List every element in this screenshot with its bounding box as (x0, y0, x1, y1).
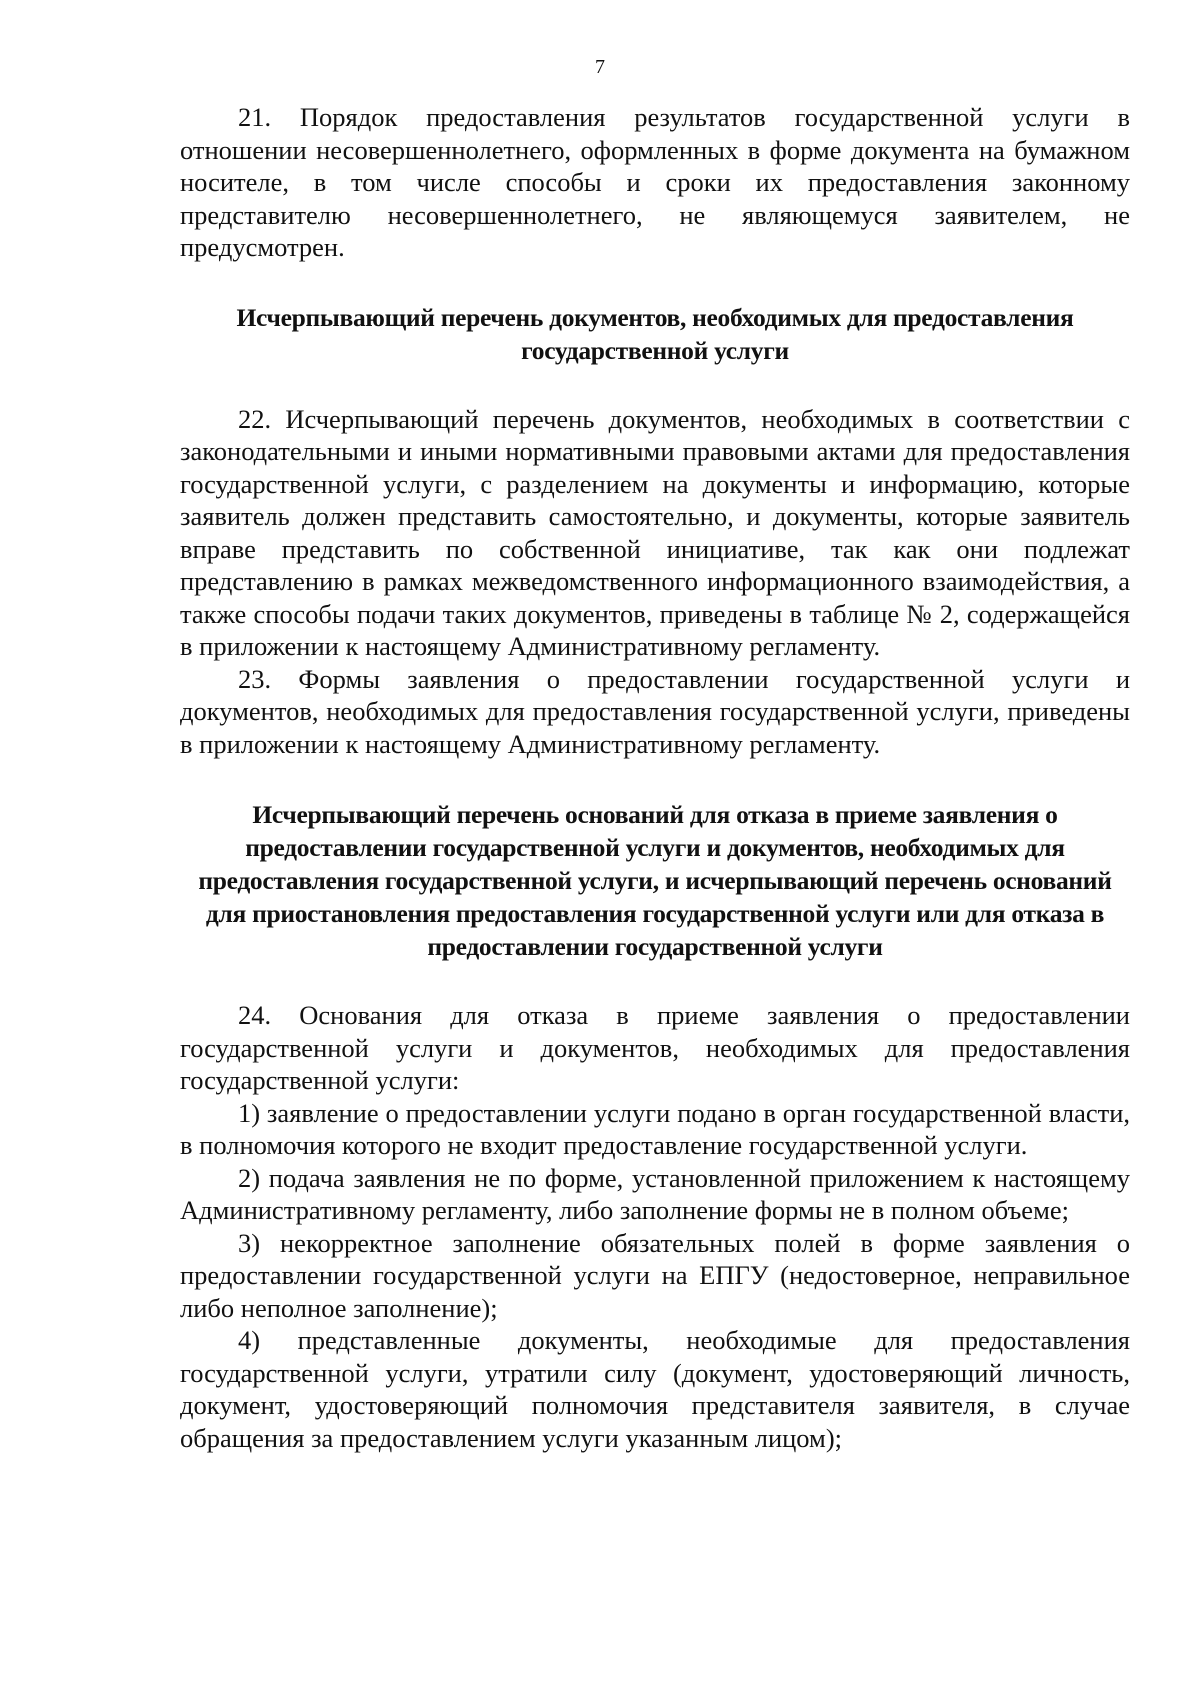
paragraph-24-item-1: 1) заявление о предоставлении услуги подано в орган государственной власти, в полномочия которого не входит предоставление государственной услуги. (180, 1097, 1130, 1160)
paragraph-24-item-4: 4) представленные документы, необходимые для предоставления государственной услуги, утратили силу (документ, удостоверяющий личность, документ, удостоверяющий полномочия представителя заявителя, в случае обращения за предоставлением услуги указанным лицом); (180, 1325, 1130, 1453)
paragraph-24: 24. Основания для отказа в приеме заявления о предоставлении государственной услуги и документов, необходимых для предоставления государственной услуги: (180, 1000, 1130, 1095)
paragraph-24-item-2: 2) подача заявления не по форме, установленной приложением к настоящему Административному регламенту, либо заполнение формы не в полном объеме; (180, 1162, 1130, 1225)
paragraph-22: 22. Исчерпывающий перечень документов, необходимых в соответствии с законодательными и иными нормативными правовыми актами для предоставления государственной услуги, с разделением на документы и информацию, которые заявитель должен представить самостоятельно, и документы, которые заявитель вправе представить по собственной инициативе, так как они подлежат представлению в рамках межведомственного информационного взаимодействия, а также способы подачи таких документов, приведены в таблице № 2, содержащейся в приложении к настоящему Административному регламенту. (180, 403, 1130, 661)
heading-refusal-grounds: Исчерпывающий перечень оснований для отказа в приеме заявления о предоставлении государственной услуги и документов, необходимых для предоставления государственной услуги, и исчерпывающий перечень оснований для приостановления предоставления государственной услуги или для отказа в предоставлении государственной услуги (198, 800, 1112, 961)
paragraph-24-item-3: 3) некорректное заполнение обязательных полей в форме заявления о предоставлении государственной услуги на ЕПГУ (недостоверное, неправильное либо неполное заполнение); (180, 1227, 1130, 1323)
heading-documents-list: Исчерпывающий перечень документов, необходимых для предоставления государственной услуги (236, 302, 1074, 365)
page-number: 7 (595, 56, 605, 78)
paragraph-23: 23. Формы заявления о предоставлении государственной услуги и документов, необходимых для предоставления государственной услуги, приведены в приложении к настоящему Административному регламенту. (180, 663, 1130, 759)
document-body (180, 101, 1130, 1454)
paragraph-21: 21. Порядок предоставления результатов государственной услуги в отношении несовершеннолетнего, оформленных в форме документа на бумажном носителе, в том числе способы и сроки их предоставления законному представителю несовершеннолетнего, не являющемуся заявителем, не предусмотрен. (180, 102, 1130, 262)
